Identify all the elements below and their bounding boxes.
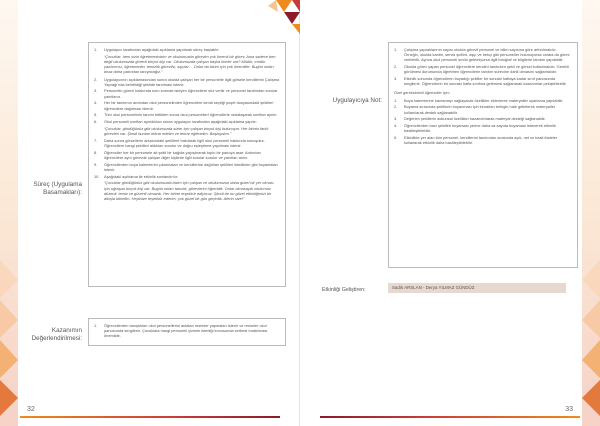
list-item-number: 3. — [394, 76, 398, 82]
list-item-number: 1. — [394, 97, 398, 103]
list-item — [394, 123, 572, 133]
kazanim-label: Kazanımın Değerlendirilmesi: — [31, 327, 82, 342]
list-item-text: Öğrenciler her bir personele ait şekli bir kağıda yapıştırarak toplu bir panoya asar. Ardından öğrencilere aynı görevde çalışan diğer kişilerle ilgili sorular sorulur ve yanıtları alınır. — [104, 149, 261, 161]
quote-text: “Çocuklar, gördüğünüz gibi okulumuzda sizler için çalışan birçok kişi bulunuyor. Her birinin farklı görevleri var. Şimdi bunları tekrar edelim ve tekrar eğlenelim. Başlayalım.” — [104, 125, 269, 136]
left-decorative-strip — [0, 0, 18, 426]
left-page-number: 32 — [27, 406, 35, 413]
list-item-number: 4. — [94, 100, 98, 106]
list-item-text: Aşağıdaki açıklama ile etkinlik sonlandırılır: — [104, 173, 179, 179]
surec-list — [94, 47, 280, 201]
list-item — [94, 119, 280, 124]
list-item-text: Daha sonra görsellerin arkasındaki şekillere bakılarak ilgili okul personeli hakkında konuşulur. Öğrencilere hangi şekilleri aldıkları sorulur ve doğru eşleştirme yapılması istenir. — [104, 138, 265, 149]
list-item — [394, 64, 572, 74]
ozel-list — [394, 98, 572, 146]
list-item — [394, 104, 572, 114]
list-item-number: 4. — [394, 122, 398, 128]
ozel-title: Özel gereksinimli öğrenciler için; — [394, 90, 450, 96]
list-item — [394, 76, 572, 86]
list-item-text: Her bir tanıtımın ardından okul personelinden öğrencilere kendi seçtiği poşet dosyasındaki şekilleri öğrencilere dağıtması istenir. — [104, 100, 274, 111]
surec-box — [88, 42, 286, 287]
list-item — [94, 77, 280, 87]
list-item-text: Çalışma yapraklarının sayısı okulda görevli personel ve bilim sayısına göre arttırılmalıdır. Örneğin, okulda kantin, servis şoförü, aşçı ve bekçi gibi personeller bulunuyorsa onlara da görev verilebilir. Ayrıca okul personeli sınıfa gelemiyorsa ilgili fotoğraf ve bilgilerle tanıtım yapılabilir. — [404, 47, 570, 63]
list-item — [394, 98, 572, 103]
etkinlik-authors: Sadık ARSLAN - Derya YILMAZ GÜNDÜZ — [388, 283, 566, 293]
etkinlik-label: Etkinliği Geliştiren: — [322, 287, 366, 293]
list-item-text: Etkinlikte yer alan tüm personel, kendilerini tanıtımları sırasında açık, net ve basit ifadeler kullanarak etkinlik daha basitleştirilebilir. — [404, 134, 558, 146]
list-item — [94, 112, 280, 117]
list-item — [394, 116, 572, 121]
list-item-number: 8. — [94, 149, 98, 155]
list-item — [94, 100, 280, 110]
kazanim-box — [88, 318, 286, 346]
list-item-number: 5. — [394, 134, 398, 140]
list-item-text: Öğrencilerden boya kalemlerini çıkarmaları ve kendilerine dağıtılan şekilleri istedikleri gibi boyamaları istenir. — [104, 161, 278, 173]
list-item-text: Boyama sırasında şekillerin boyanması için kenarları belirgin hale getirilerek materyaller kullanılarak destek sağlanabilir. — [404, 104, 556, 115]
list-item-number: 2. — [94, 76, 98, 82]
list-item — [394, 47, 572, 63]
list-item — [94, 88, 280, 98]
list-item-number: 10. — [94, 173, 100, 179]
right-footer-line — [320, 416, 580, 418]
list-item-text: Uygulayıcının açıklamasından sonra okulda çalışan her bir personelle ilgili görsele kendilerini Çalışma Yaprağı'nda belirtildiği şekilde tanıtması istenir. — [104, 76, 280, 87]
list-item-text: Öğrencilerden bazı şekilleri boyaması yerine daha az sayıda boyaması istenerek etkinlik basitleştirilebilir. — [404, 122, 556, 134]
list-item-text: Boya kalemlerine kavramayı sağlayacak özellikler eklenerek materyaller uyarlama yapılabilir. — [404, 97, 564, 103]
list-item-text: Değerlen şekillerin dokunsal özellikler kazandırılarak materyal desteği sağlanabilir. — [404, 116, 546, 122]
list-item-number: 1. — [94, 47, 98, 52]
not-label: Uygulayıcıya Not: — [332, 97, 382, 104]
list-item-number: 9. — [94, 161, 98, 167]
not-list — [394, 47, 572, 86]
list-item-text: Öğrencilerden tanıştıkları okul personellerini anlatan resimler yapmaları istenir ve resimler okul panosunda sergilenir. Çocuklara hangi personeli çizmek istediği konusunda serbest bırakılması önemlidir. — [104, 323, 268, 339]
list-item — [94, 323, 280, 339]
list-item — [94, 138, 280, 148]
list-item — [94, 162, 280, 172]
surec-label: Süreç (Uygulama Basamakları): — [33, 181, 82, 196]
list-item-number: 2. — [394, 104, 398, 110]
list-item-number: 3. — [394, 116, 398, 122]
list-item-number: 3. — [94, 88, 98, 94]
right-decorative-strip — [582, 0, 600, 426]
list-item-number: 6. — [94, 118, 98, 124]
list-item-text: Etkinlik sonunda öğrencilerin boyadığı şekiller bir sonraki haftaya kadar sınıf panosunda sergilenir. Öğrencilerin bir sonraki hafta sınıfına getirmesi sağlanarak kazanımlar pekiştirilebilir. — [404, 76, 567, 87]
list-item — [94, 174, 280, 179]
list-item-text: Okul personeli sınıftan ayrıldıktan sonra uygulayıcı tarafından aşağıdaki açıklama yapılır: — [104, 118, 257, 124]
list-item-number: 7. — [94, 138, 98, 144]
list-item — [94, 150, 280, 160]
right-page — [300, 0, 600, 426]
kazanim-list — [94, 323, 280, 339]
quote-text: “Çocuklar gördüğünüz gibi okulumuzda bizim için çalışan ve okulumuzun daha güzel bir yer olması için uğraşan birçok kişi var. Bugün onları tanıdık, görevlerini öğrendik. Onlar olmasaydı okulumuz düzenli, temiz ve güvenli olmazdı. Her birine teşekkür ediyoruz. Şimdi de bu güzel etkinliğimizi bir alkışla bitirelim. Hepinize teşekkür ederim, çok güzel bir gün geçirdik. Aferin size!” — [104, 180, 274, 202]
list-item-text: Okulda görev yapan personel öğrencilere kendini tanıtırken şekil ve görsel kullanmalıdır. Gerekli görülmesi durumunda öğretmen öğrencilerin tanıtım sürecine dahil olmasını sağlamalıdır. — [404, 64, 570, 75]
list-item — [394, 135, 572, 145]
not-box — [388, 42, 578, 268]
right-page-number: 33 — [565, 406, 573, 413]
list-item-text: Uygulayıcı tarafından aşağıdaki açıklama yapılarak süreç başlatılır: — [104, 47, 220, 52]
list-item-text: Personelin görevi hakkında soru sormak isteyen öğrencilere söz verilir ve personel tarafından sorular yanıtlanır. — [104, 88, 278, 99]
list-item — [94, 47, 280, 52]
list-item-number: 1. — [394, 47, 398, 52]
list-item-number: 2. — [394, 64, 398, 70]
quote-text: “Çocuklar, hem sizin öğretmeninizim ve okulumuzda görevim çok önemli bir görev. Ama sadece ben değil okulumuzda görevli birçok kişi var. Okulumuzda çalışan başka kimler var? Müdür, müdür yardımcısı, öğretmenler, temizlik görevlisi, aşçılar… Onlar da bizim için çok önemliler. Bugün onları biraz daha yakından tanıyacağız.” — [104, 53, 276, 75]
left-footer-line — [20, 416, 280, 418]
list-item-text: Tüm okul personelinin tanımı bittikten sonra okul personelleri öğrencilerle vedalaşarak sınıftan ayrılır. — [104, 112, 278, 118]
list-item-number: 5. — [94, 112, 98, 118]
list-item-number: 1. — [94, 323, 98, 328]
